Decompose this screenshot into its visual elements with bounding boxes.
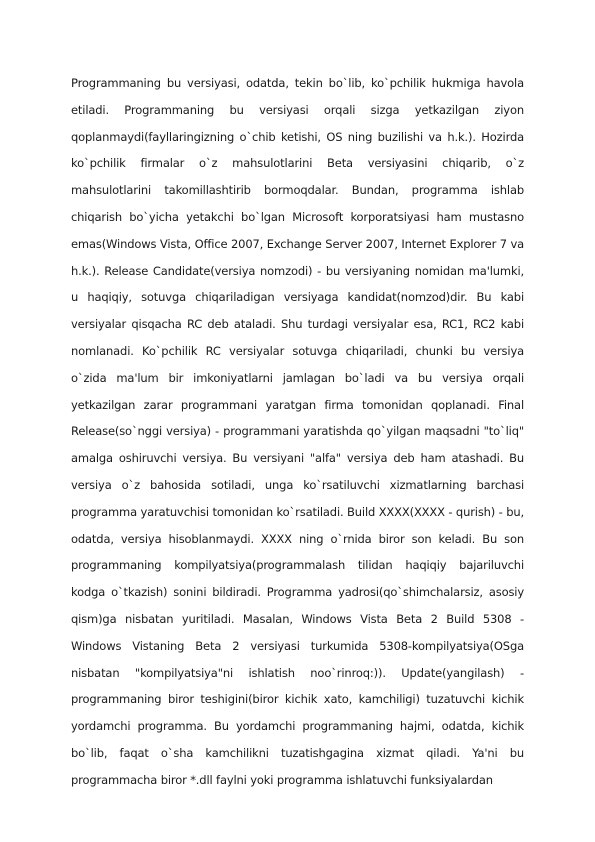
body-paragraph: Programmaning bu versiyasi, odatda, tekin bo`lib, ko`pchilik hukmiga havola etiladi. Programmaning bu versiyasi orqali sizga yetkazilgan ziyon qoplanmaydi(fayllaringizning o`chib ketishi, OS ning buzilishi va h.k.). Hozirda ko`pchilik firmalar o`z mahsulotlarini Beta versiyasini chiqarib, o`z mahsulotlarini takomillashtirib bormoqdalar. Bundan, programma ishlab chiqarish bo`yicha yetakchi bo`lgan Microsoft korporatsiyasi ham mustasno emas(Windows Vista, Office 2007, Exchange Server 2007, Internet Explorer 7 va h.k.). Release Candidate(versiya nomzodi) - bu versiyaning nomidan ma'lumki, u haqiqiy, sotuvga chiqariladigan versiyaga kandidat(nomzod)dir. Bu kabi versiyalar qisqacha RC deb ataladi. Shu turdagi versiyalar esa, RC1, RC2 kabi nomlanadi. Ko`pchilik RC versiyalar sotuvga chiqariladi, chunki bu versiya o`zida ma'lum bir imkoniyatlarni jamlagan bo`ladi va bu versiya orqali yetkazilgan zarar programmani yaratgan firma tomonidan qoplanadi. Final Release(so`nggi versiya) - programmani yaratishda qo`yilgan maqsadni "to`liq" amalga oshiruvchi versiya. Bu versiyani "alfa" versiya deb ham atashadi. Bu versiya o`z bahosida sotiladi, unga ko`rsatiluvchi xizmatlarning barchasi programma yaratuvchisi tomonidan ko`rsatiladi. Build XXXX(XXXX - qurish) - bu, odatda, versiya hisoblanmaydi. XXXX ning o`rnida biror son keladi. Bu son programmaning kompilyatsiya(programmalash tilidan haqiqiy bajariluvchi kodga o`tkazish) sonini bildiradi. Programma yadrosi(qo`shimchalarsiz, asosiy qism)ga nisbatan yuritiladi. Masalan, Windows Vista Beta 2 Build 5308 - Windows Vistaning Beta 2 versiyasi turkumida 5308-kompilyatsiya(OSga nisbatan "kompilyatsiya"ni ishlatish noo`rinroq:)). Update(yangilash) - programmaning biror teshigini(biror kichik xato, kamchiligi) tuzatuvchi kichik yordamchi programma. Bu yordamchi programmaning hajmi, odatda, kichik bo`lib, faqat o`sha kamchilikni tuzatishgagina xizmat qiladi. Ya'ni bu programmacha biror *.dll faylni yoki programma ishlatuvchi funksiyalardan (71, 76, 524, 787)
